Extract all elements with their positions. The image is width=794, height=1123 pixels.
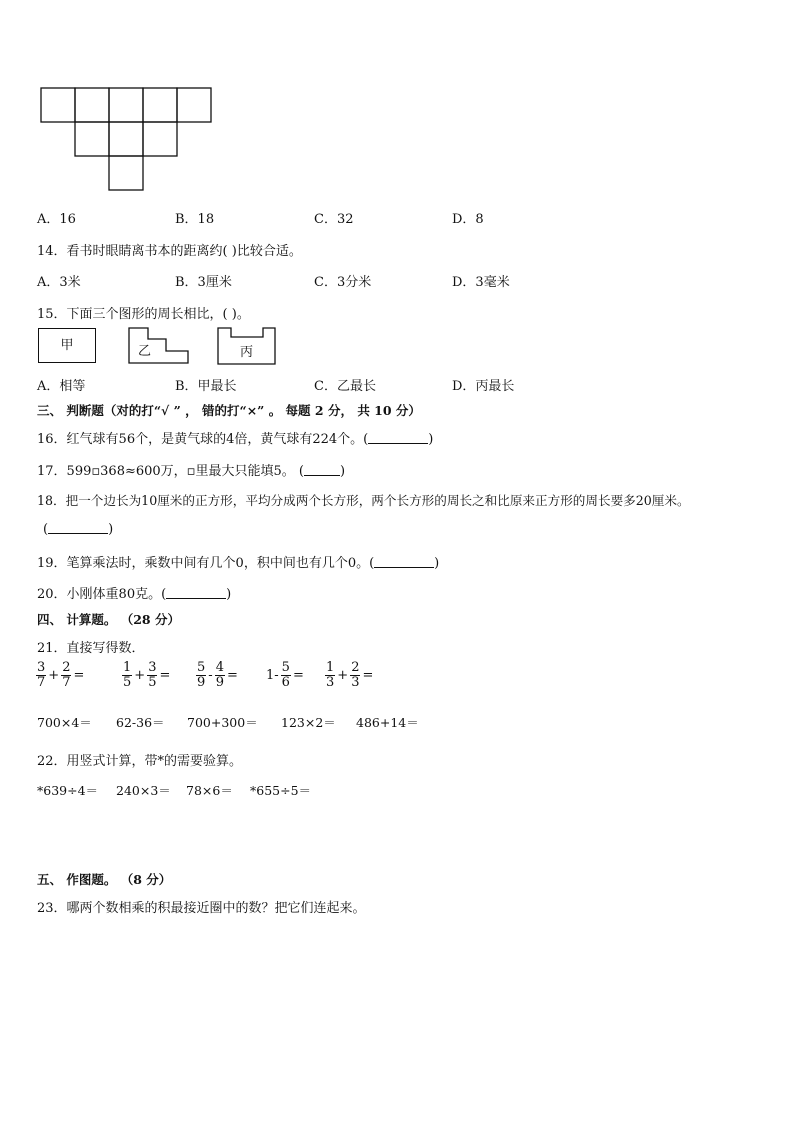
- q16-close: ): [428, 432, 434, 447]
- q22-question: 22．用竖式计算，带*的需要验算。: [37, 754, 243, 769]
- q16: [37, 428, 433, 447]
- fraction: 1 3: [326, 660, 335, 690]
- q23-question: 23．哪两个数相乘的积最接近圈中的数？把它们连起来。: [37, 901, 366, 916]
- q22-item: 78×6＝: [186, 783, 233, 798]
- fraction: $\frac{4}{9}$: [215, 660, 224, 690]
- q21-question: 21．直接写得数．: [37, 641, 145, 656]
- q14-option-a[interactable]: A．3米: [37, 275, 81, 290]
- fraction: 1 5: [123, 660, 132, 690]
- q22-item: 240×3＝: [116, 783, 171, 798]
- q14-question: 14．看书时眼睛离书本的距离约( )比较合适。: [37, 244, 302, 259]
- fraction: $\frac{5}{6}$: [281, 660, 290, 690]
- q22-item: *655÷5＝: [250, 783, 312, 798]
- q13-option-a[interactable]: A．16: [37, 212, 76, 227]
- shape-yi-label: 乙: [138, 344, 152, 359]
- q19-close: ): [434, 556, 440, 571]
- q19-text: 19．笔算乘法时，乘数中间有几个0，积中间也有几个0。(: [37, 556, 375, 571]
- q15-option-d[interactable]: D．丙最长: [452, 379, 515, 394]
- fraction: 5 9: [197, 660, 206, 690]
- q20: [37, 583, 231, 602]
- q15-option-b[interactable]: B．甲最长: [175, 379, 237, 394]
- section-5-title: 五、 作图题。 （8 分）: [37, 872, 172, 887]
- shape-jia-label: 甲: [60, 338, 74, 353]
- q21-item: 700×4＝: [37, 715, 92, 730]
- q17-close: ): [339, 464, 346, 479]
- q15-option-c[interactable]: C．乙最长: [314, 379, 376, 394]
- q13-option-d[interactable]: D．8: [452, 212, 484, 227]
- q17-answer-blank[interactable]: [304, 463, 340, 476]
- q21-fraction-5: 1 3 + $\frac{2}{3}$ =: [326, 660, 374, 690]
- fraction: $\frac{2}{3}$: [351, 660, 360, 690]
- q16-answer-blank[interactable]: [368, 431, 428, 444]
- q16-text: 16．红气球有56个，是黄气球的4倍，黄气球有224个。(: [37, 432, 369, 447]
- q21-fraction-2: 1 5 + $\frac{3}{5}$ =: [123, 660, 171, 690]
- q21-item: 700+300＝: [187, 715, 258, 730]
- q19-answer-blank[interactable]: [374, 555, 434, 568]
- q14-option-c[interactable]: C．3分米: [314, 275, 372, 290]
- fraction: 3 7: [37, 660, 46, 690]
- q14-option-b[interactable]: B．3厘米: [175, 275, 232, 290]
- q21-fraction-4: 1- $\frac{5}{6}$ =: [266, 660, 304, 690]
- section-3-title: 三、 判断题（对的打“√ ” ， 错的打“×” 。 每题 2 分， 共 10 分）: [37, 403, 421, 418]
- q21-fraction-1: 3 7 + $\frac{2}{7}$ =: [37, 660, 85, 690]
- q20-answer-blank[interactable]: [166, 586, 226, 599]
- q18-answer: [43, 521, 113, 537]
- shape-bing-label: 丙: [240, 345, 254, 360]
- fraction: $\frac{2}{7}$: [62, 660, 71, 690]
- q19: [37, 552, 439, 571]
- q21-item: 62-36＝: [116, 715, 165, 730]
- q13-option-b[interactable]: B．18: [175, 212, 215, 227]
- q18-close: ): [108, 522, 114, 537]
- q21-item: 486+14＝: [356, 715, 419, 730]
- q17: [37, 460, 345, 479]
- fraction: $\frac{3}{5}$: [148, 660, 157, 690]
- q21-fraction-3: 5 9 - $\frac{4}{9}$ =: [197, 660, 238, 690]
- section-4-title: 四、 计算题。 （28 分）: [37, 612, 180, 627]
- q20-text: 20．小刚体重80克。(: [37, 587, 167, 602]
- q21-item: 123×2＝: [281, 715, 336, 730]
- q20-close: ): [226, 587, 232, 602]
- q15-question: 15．下面三个图形的周长相比，( )。: [37, 307, 250, 322]
- q18-open: (: [43, 522, 49, 537]
- q14-option-d[interactable]: D．3毫米: [452, 275, 510, 290]
- q18-text: 18．把一个边长为10厘米的正方形，平均分成两个长方形，两个长方形的周长之和比原来正方形的周长要多20厘米。: [37, 493, 690, 508]
- shape-jia: [38, 328, 96, 363]
- q15-option-a[interactable]: A．相等: [37, 379, 86, 394]
- q18-answer-blank[interactable]: [48, 521, 108, 534]
- grid-figure: [40, 87, 215, 191]
- q13-option-c[interactable]: C．32: [314, 212, 354, 227]
- q22-item: *639÷4＝: [37, 783, 99, 798]
- q17-text: 17．599▫368≈600万，▫里最大只能填5。 (: [37, 464, 304, 479]
